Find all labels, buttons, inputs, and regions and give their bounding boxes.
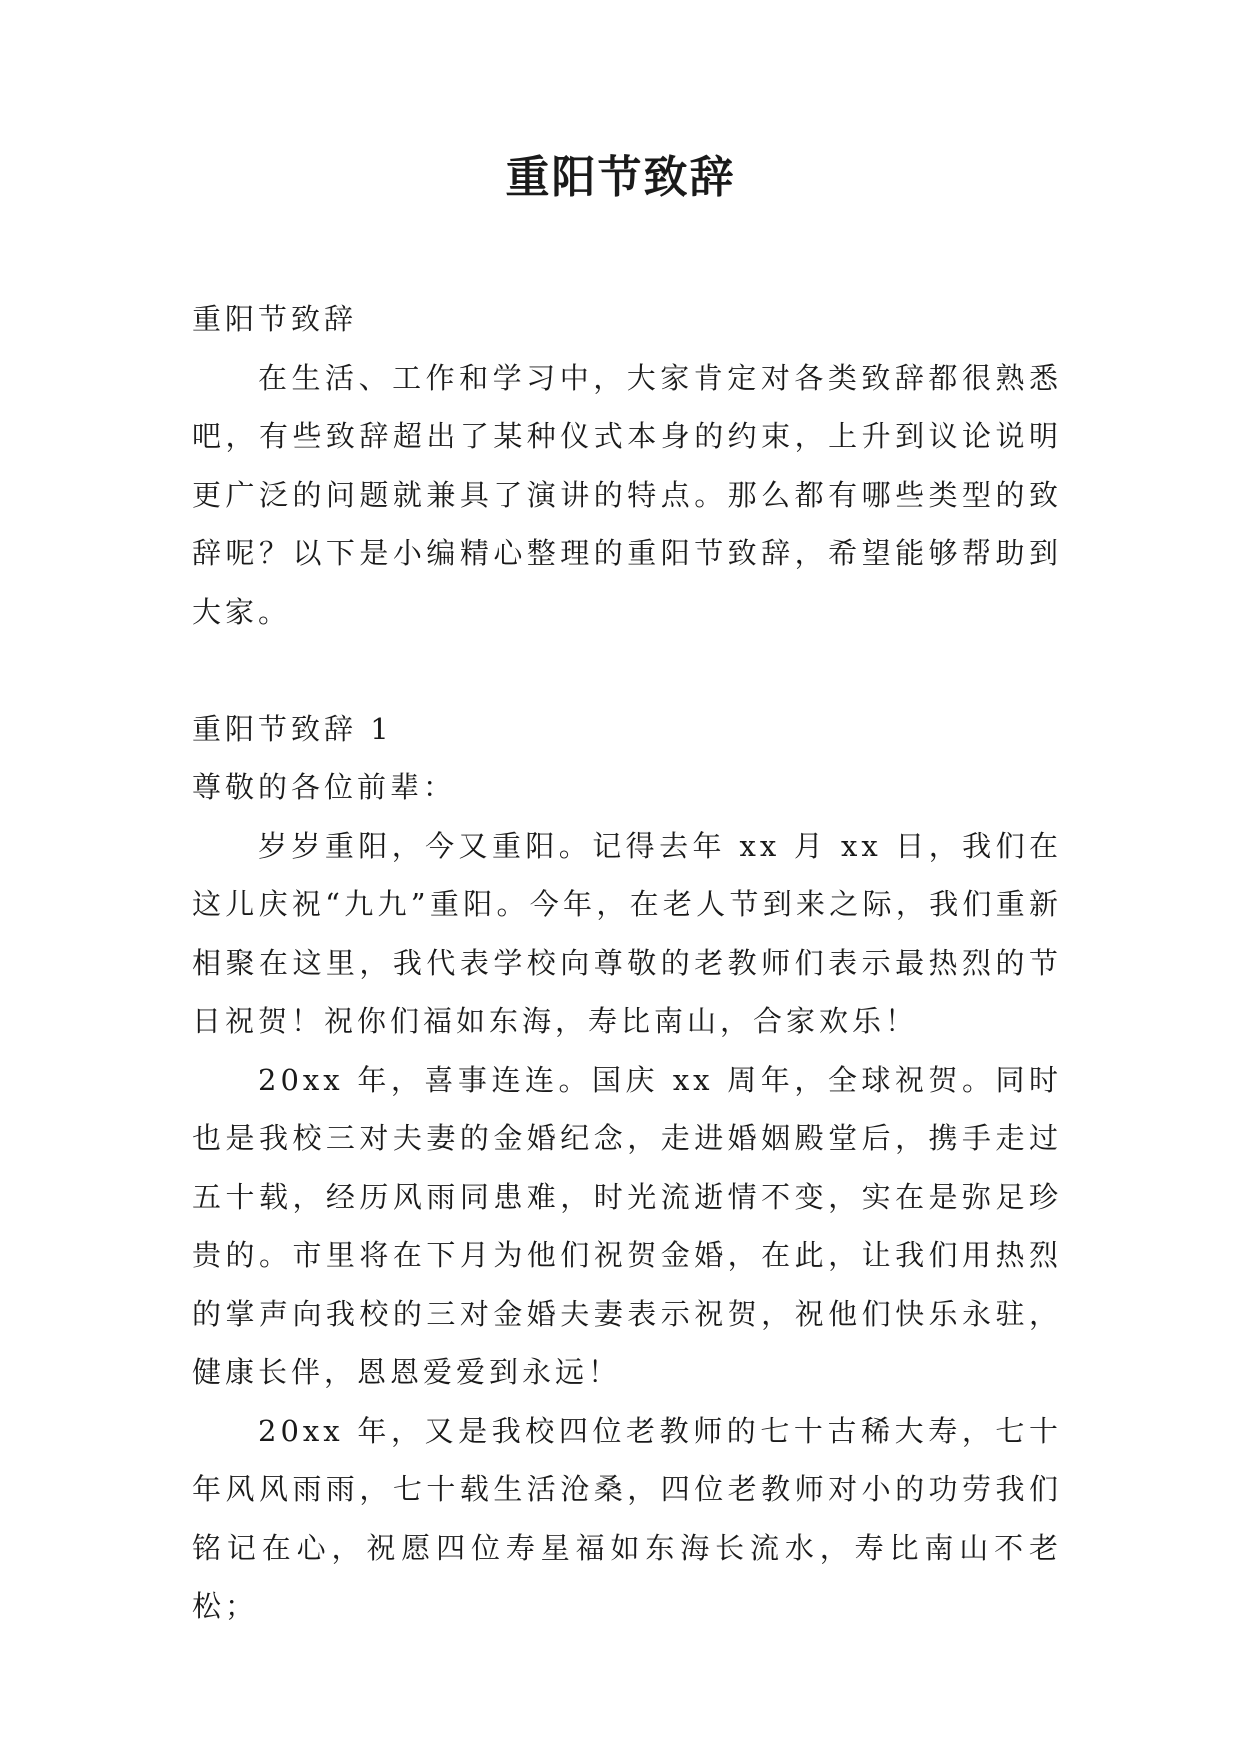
- salutation: 尊敬的各位前辈：: [192, 770, 457, 804]
- speech-paragraph-1: 岁岁重阳，今又重阳。记得去年 xx 月 xx 日，我们在这儿庆祝“九九”重阳。今年，在老人节到来之际，我们重新相聚在这里，我代表学校向尊敬的老教师们表示最热烈的节日祝贺！祝你们福如东海，寿比南山，合家欢乐！: [192, 828, 1062, 1038]
- speech-paragraph-2: 20xx 年，喜事连连。国庆 xx 周年，全球祝贺。同时也是我校三对夫妻的金婚纪念，走进婚姻殿堂后，携手走过五十载，经历风雨同患难，时光流逝情不变，实在是弥足珍贵的。市里将在下月为他们祝贺金婚，在此，让我们用热烈的掌声向我校的三对金婚夫妻表示祝贺，祝他们快乐永驻，健康长伴，恩恩爱爱到永远！: [192, 1062, 1062, 1389]
- document-title: 重阳节致辞: [505, 152, 736, 203]
- document-body: [192, 290, 1062, 1636]
- section-heading: 重阳节致辞: [192, 302, 358, 336]
- intro-paragraph: 在生活、工作和学习中，大家肯定对各类致辞都很熟悉吧，有些致辞超出了某种仪式本身的约束，上升到议论说明更广泛的问题就兼具了演讲的特点。那么都有哪些类型的致辞呢？以下是小编精心整理的重阳节致辞，希望能够帮助到大家。: [192, 360, 1062, 629]
- speech-paragraph-3: 20xx 年，又是我校四位老教师的七十古稀大寿，七十年风风雨雨，七十载生活沧桑，四位老教师对小的功劳我们铭记在心，祝愿四位寿星福如东海长流水，寿比南山不老松；: [192, 1413, 1062, 1623]
- section-heading-1: 重阳节致辞 1: [192, 711, 393, 746]
